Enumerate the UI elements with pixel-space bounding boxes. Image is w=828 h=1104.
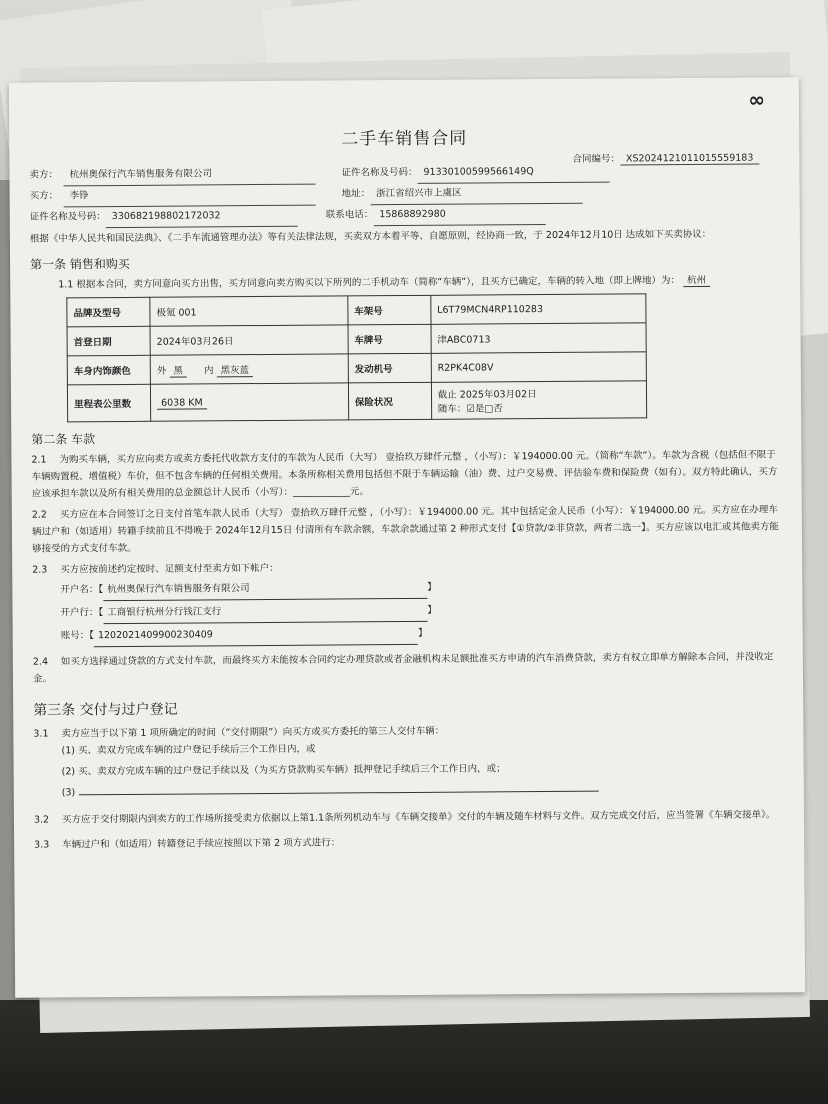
buyer-row: 买方： 李铮 地址： 浙江省绍兴市上虞区 bbox=[30, 181, 780, 207]
article-3-title: 第三条 交付与过户登记 bbox=[33, 701, 178, 719]
clause-2-2: 2.2 买方应在本合同签订之日支付首笔车款人民币（大写） 壹拾玖万肆仟元整 ，（小写）：￥194000.00 元。其中包括定金人民币（小写）：￥194000.00 元。买方应在办理车辆过户和（如适用）转籍手续前且不得晚于 2024年12月15日 付清所有车款余额，车款余款通过第 2 种形式支付【①贷款/②非贷款，两者二选一】。买方应该以电汇或其他卖方能够接受的方式支付车款。 bbox=[31, 504, 779, 555]
clause-3-1-c: (3) bbox=[34, 779, 784, 801]
preamble: 根据《中华人民共和国民法典》、《二手车流通管理办法》等有关法律法规，买卖双方本着平等、自愿原则，经协商一致，于 2024年12月10日 达成如下买卖协议： bbox=[29, 228, 712, 245]
contract-number: 合同编号： XS2024121011015559183 bbox=[572, 150, 759, 165]
clause-3-1: 3.1 卖方应当于以下第 1 项所确定的时间（“交付期限”）向买方或买方委托的第三人交付车辆： bbox=[33, 725, 445, 740]
buyer-cert-row: 证件名称及号码： 330682198802172032 联系电话： 15868892980 bbox=[30, 202, 780, 228]
insurance-cell: 截止 2025年03月02日 随车：☑是□否 bbox=[431, 381, 647, 420]
seller-row: 卖方： 杭州奥保行汽车销售服务有限公司 证件名称及号码： 91330100599566149Q bbox=[29, 160, 779, 186]
clause-2-1: 2.1 为购买车辆，买方应向卖方或卖方委托代收款方支付的车款为人民币（大写） 壹拾玖万肆仟元整 ，（小写）：￥194000.00 元。（简称“车款”）。车款为含税（包括但不限于车辆购置税、增值税）车价，但不包含车辆的任何相关费用。本条所称相关费用包括但不限于车辆运输（油）费、过户交易费、评估验车费和保险费（如有）。双方特此确认，买方应该承担车款以及所有相关费用的总金额总计人民币（小写）：____________元。 bbox=[31, 449, 778, 500]
corner-logo: ∞ bbox=[748, 87, 766, 112]
contract-page bbox=[9, 77, 805, 997]
color-cell: 外 黑 内 黑灰蓝 bbox=[150, 354, 348, 384]
article-1-title: 第一条 销售和购买 bbox=[30, 256, 130, 272]
clause-1-1: 1.1 根据本合同，卖方同意向买方出售，买方同意向卖方购买以下所列的二手机动车（简称“车辆”），且买方已确定，车辆的转入地（即上牌地）为： 杭州 bbox=[30, 271, 780, 293]
clause-3-3: 3.3 车辆过户和（如适用）转籍登记手续应按照以下第 2 项方式进行： bbox=[34, 837, 341, 851]
vehicle-table bbox=[66, 293, 647, 422]
clause-2-4: 2.4 如买方选择通过贷款的方式支付车款，而最终买方未能按本合同约定办理贷款或者金融机构未足额批准买方申请的汽车消费贷款，卖方有权立即单方解除本合同，并没收定金。 bbox=[32, 651, 774, 685]
contract-body bbox=[29, 95, 784, 853]
clause-3-2: 3.2 买方应于交付期限内到卖方的工作场所接受卖方依据以上第1.1条所列机动车与《车辆交接单》交付的车辆及随车材料与文件。双方完成交付后，应当签署《车辆交接单》。 bbox=[33, 809, 776, 826]
article-2-title: 第二条 车款 bbox=[31, 432, 96, 447]
table-row: 里程表公里数 6038 KM 保险状况 截止 2025年03月02日 随车：☑是□否 bbox=[67, 381, 646, 422]
account-number-row: 账号：【 1202021409900230409 】 bbox=[61, 621, 783, 647]
table-row: 品牌及型号 极氪 001 车架号 L6T79MCN4RP110283 bbox=[67, 294, 646, 327]
page-title: 二手车销售合同 bbox=[341, 128, 468, 150]
clause-3-1-a: (1) 买、卖双方完成车辆的过户登记手续后三个工作日内，或 bbox=[61, 743, 316, 757]
clause-3-1-b: (2) 买、卖双方完成车辆的过户登记手续以及（为买方贷款购买车辆）抵押登记手续后三个工作日内，或； bbox=[61, 763, 506, 778]
account-bank-row: 开户行：【 工商银行杭州分行钱江支行 】 bbox=[60, 598, 782, 624]
account-name-row: 开户名：【 杭州奥保行汽车销售服务有限公司 】 bbox=[60, 575, 782, 601]
table-row: 车身内饰颜色 外 黑 内 黑灰蓝 发动机号 R2PK4C08V bbox=[67, 352, 646, 385]
blank-line bbox=[78, 791, 598, 796]
table-row: 首登日期 2024年03月26日 车牌号 津ABC0713 bbox=[67, 323, 646, 356]
clause-2-3: 2.3 买方应按前述约定按时、足额支付至卖方如下帐户： bbox=[32, 562, 279, 576]
